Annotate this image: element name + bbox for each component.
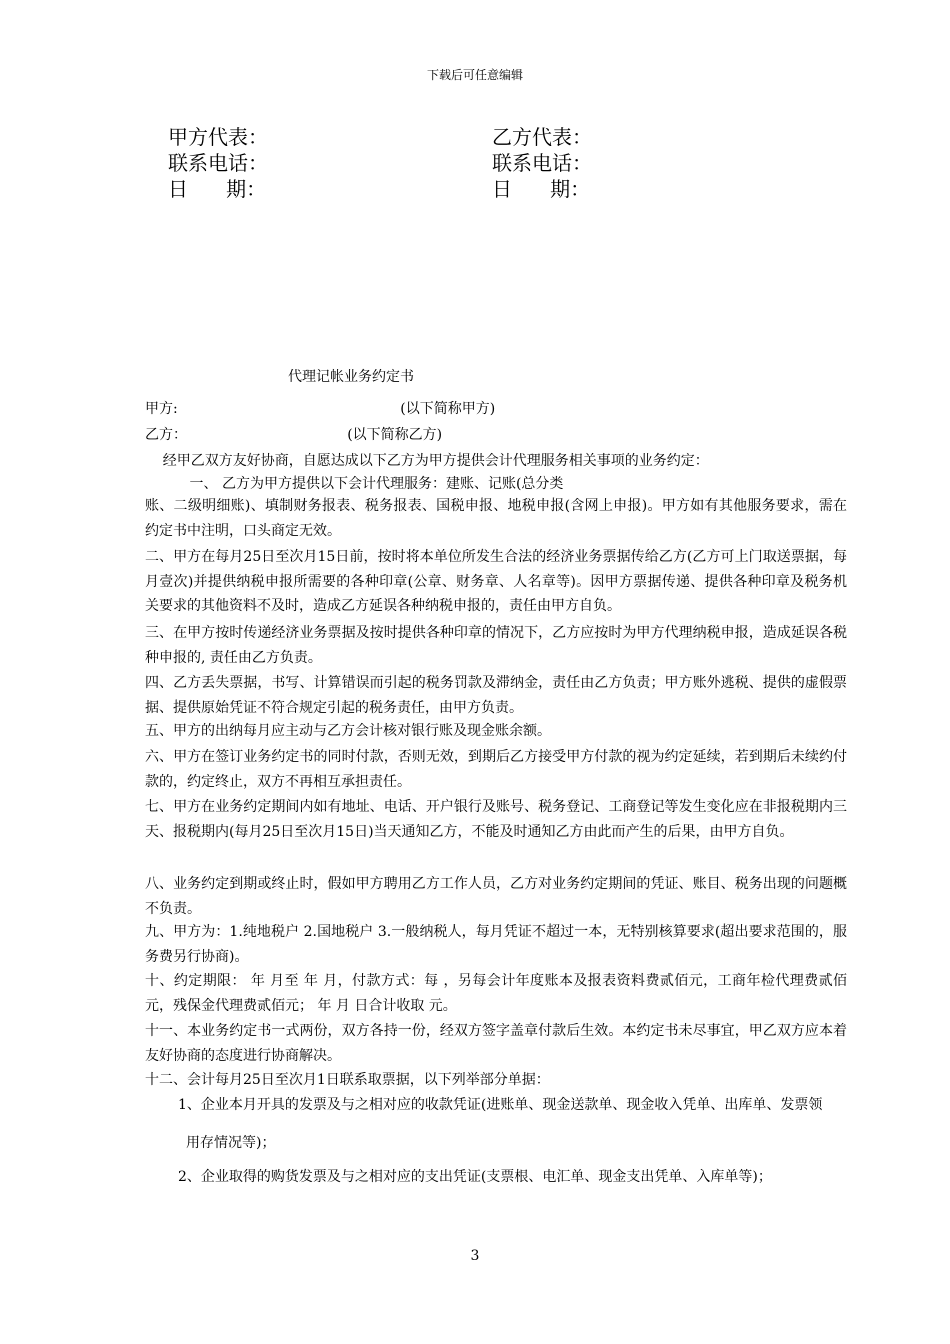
document-title: 代理记帐业务约定书 bbox=[288, 369, 414, 385]
intro-paragraph: 经甲乙双方友好协商，自愿达成以下乙方为甲方提供会计代理服务相关事项的业务约定： bbox=[145, 453, 709, 469]
party-a-phone-label: 联系电话： bbox=[168, 151, 268, 175]
clause-1-first-line: 一、 乙方为甲方提供以下会计代理服务：建账、记账(总分类 bbox=[145, 476, 564, 492]
clause-9: 九、甲方为：1.纯地税户 2.国地税户 3.一般纳税人，每月凭证不超过一本，无特别核算要求(超出要求范围的，服务费另行协商)。 bbox=[145, 924, 847, 965]
list-item-2: 2、企业取得的购货发票及与之相对应的支出凭证(支票根、电汇单、现金支出凭单、入库单等)； bbox=[178, 1169, 772, 1185]
clause-1: 账、二级明细账)、填制财务报表、税务报表、国税申报、地税申报(含网上申报)。甲方如有其他服务要求，需在约定书中注明，口头商定无效。 bbox=[145, 498, 847, 539]
page-number: 3 bbox=[470, 1248, 480, 1264]
header-note: 下载后可任意编辑 bbox=[426, 68, 523, 82]
party-a-representative-label: 甲方代表： bbox=[168, 125, 268, 149]
clause-2: 二、甲方在每月25日至次月15日前，按时将本单位所发生合法的经济业务票据传给乙方(乙方可上门取送票据，每月壹次)并提供纳税申报所需要的各种印章(公章、财务章、人名章等)。因甲方票据传递、提供各种印章及税务机关要求的其他资料不及时，造成乙方延误各种纳税申报的，责任由甲方自负。 bbox=[145, 549, 847, 614]
clause-10: 十、约定期限： 年 月至 年 月，付款方式：每 ，另每会计年度账本及报表资料费贰佰元，工商年检代理费贰佰元，残保金代理费贰佰元； 年 月 日合计收取 元。 bbox=[145, 973, 847, 1014]
clause-7: 七、甲方在业务约定期间内如有地址、电话、开户银行及账号、税务登记、工商登记等发生变化应在非报税期内三天、报税期内(每月25日至次月15日)当天通知乙方，不能及时通知乙方由此而产生的后果，由甲方自负。 bbox=[145, 799, 847, 840]
clause-3: 三、在甲方按时传递经济业务票据及按时提供各种印章的情况下，乙方应按时为甲方代理纳税申报，造成延误各税种申报的, 责任由乙方负责。 bbox=[145, 625, 847, 666]
clause-8: 八、业务约定到期或终止时，假如甲方聘用乙方工作人员，乙方对业务约定期间的凭证、账目、税务出现的问题概不负责。 bbox=[145, 876, 847, 917]
party-b-line: 乙方： (以下简称乙方) bbox=[145, 427, 443, 443]
party-b-representative-label: 乙方代表： bbox=[492, 125, 592, 149]
party-b-date-label: 日 期： bbox=[492, 177, 591, 201]
clause-5: 五、甲方的出纳每月应主动与乙方会计核对银行账及现金账余额。 bbox=[145, 723, 551, 739]
list-item-1-line-1: 1、企业本月开具的发票及与之相对应的收款凭证(进账单、现金送款单、现金收入凭单、出库单、发票领 bbox=[178, 1097, 823, 1113]
list-item-1-line-2: 用存情况等)； bbox=[186, 1135, 276, 1151]
signature-block-party-b bbox=[492, 124, 592, 202]
party-b-phone-label: 联系电话： bbox=[492, 151, 592, 175]
party-a-line: 甲方: (以下简称甲方) bbox=[145, 401, 496, 417]
clause-12: 十二、会计每月25日至次月1日联系取票据，以下列举部分单据： bbox=[145, 1072, 550, 1088]
clause-6: 六、甲方在签订业务约定书的同时付款，否则无效，到期后乙方接受甲方付款的视为约定延续，若到期后未续约付款的，约定终止，双方不再相互承担责任。 bbox=[145, 749, 847, 790]
signature-block-party-a bbox=[168, 124, 268, 202]
party-a-date-label: 日 期： bbox=[168, 177, 267, 201]
clause-11: 十一、本业务约定书一式两份，双方各持一份，经双方签字盖章付款后生效。本约定书未尽事宜，甲乙双方应本着友好协商的态度进行协商解决。 bbox=[145, 1023, 847, 1064]
clause-4: 四、乙方丢失票据，书写、计算错误而引起的税务罚款及滞纳金，责任由乙方负责；甲方账外逃税、提供的虚假票据、提供原始凭证不符合规定引起的税务责任，由甲方负责。 bbox=[145, 675, 847, 716]
